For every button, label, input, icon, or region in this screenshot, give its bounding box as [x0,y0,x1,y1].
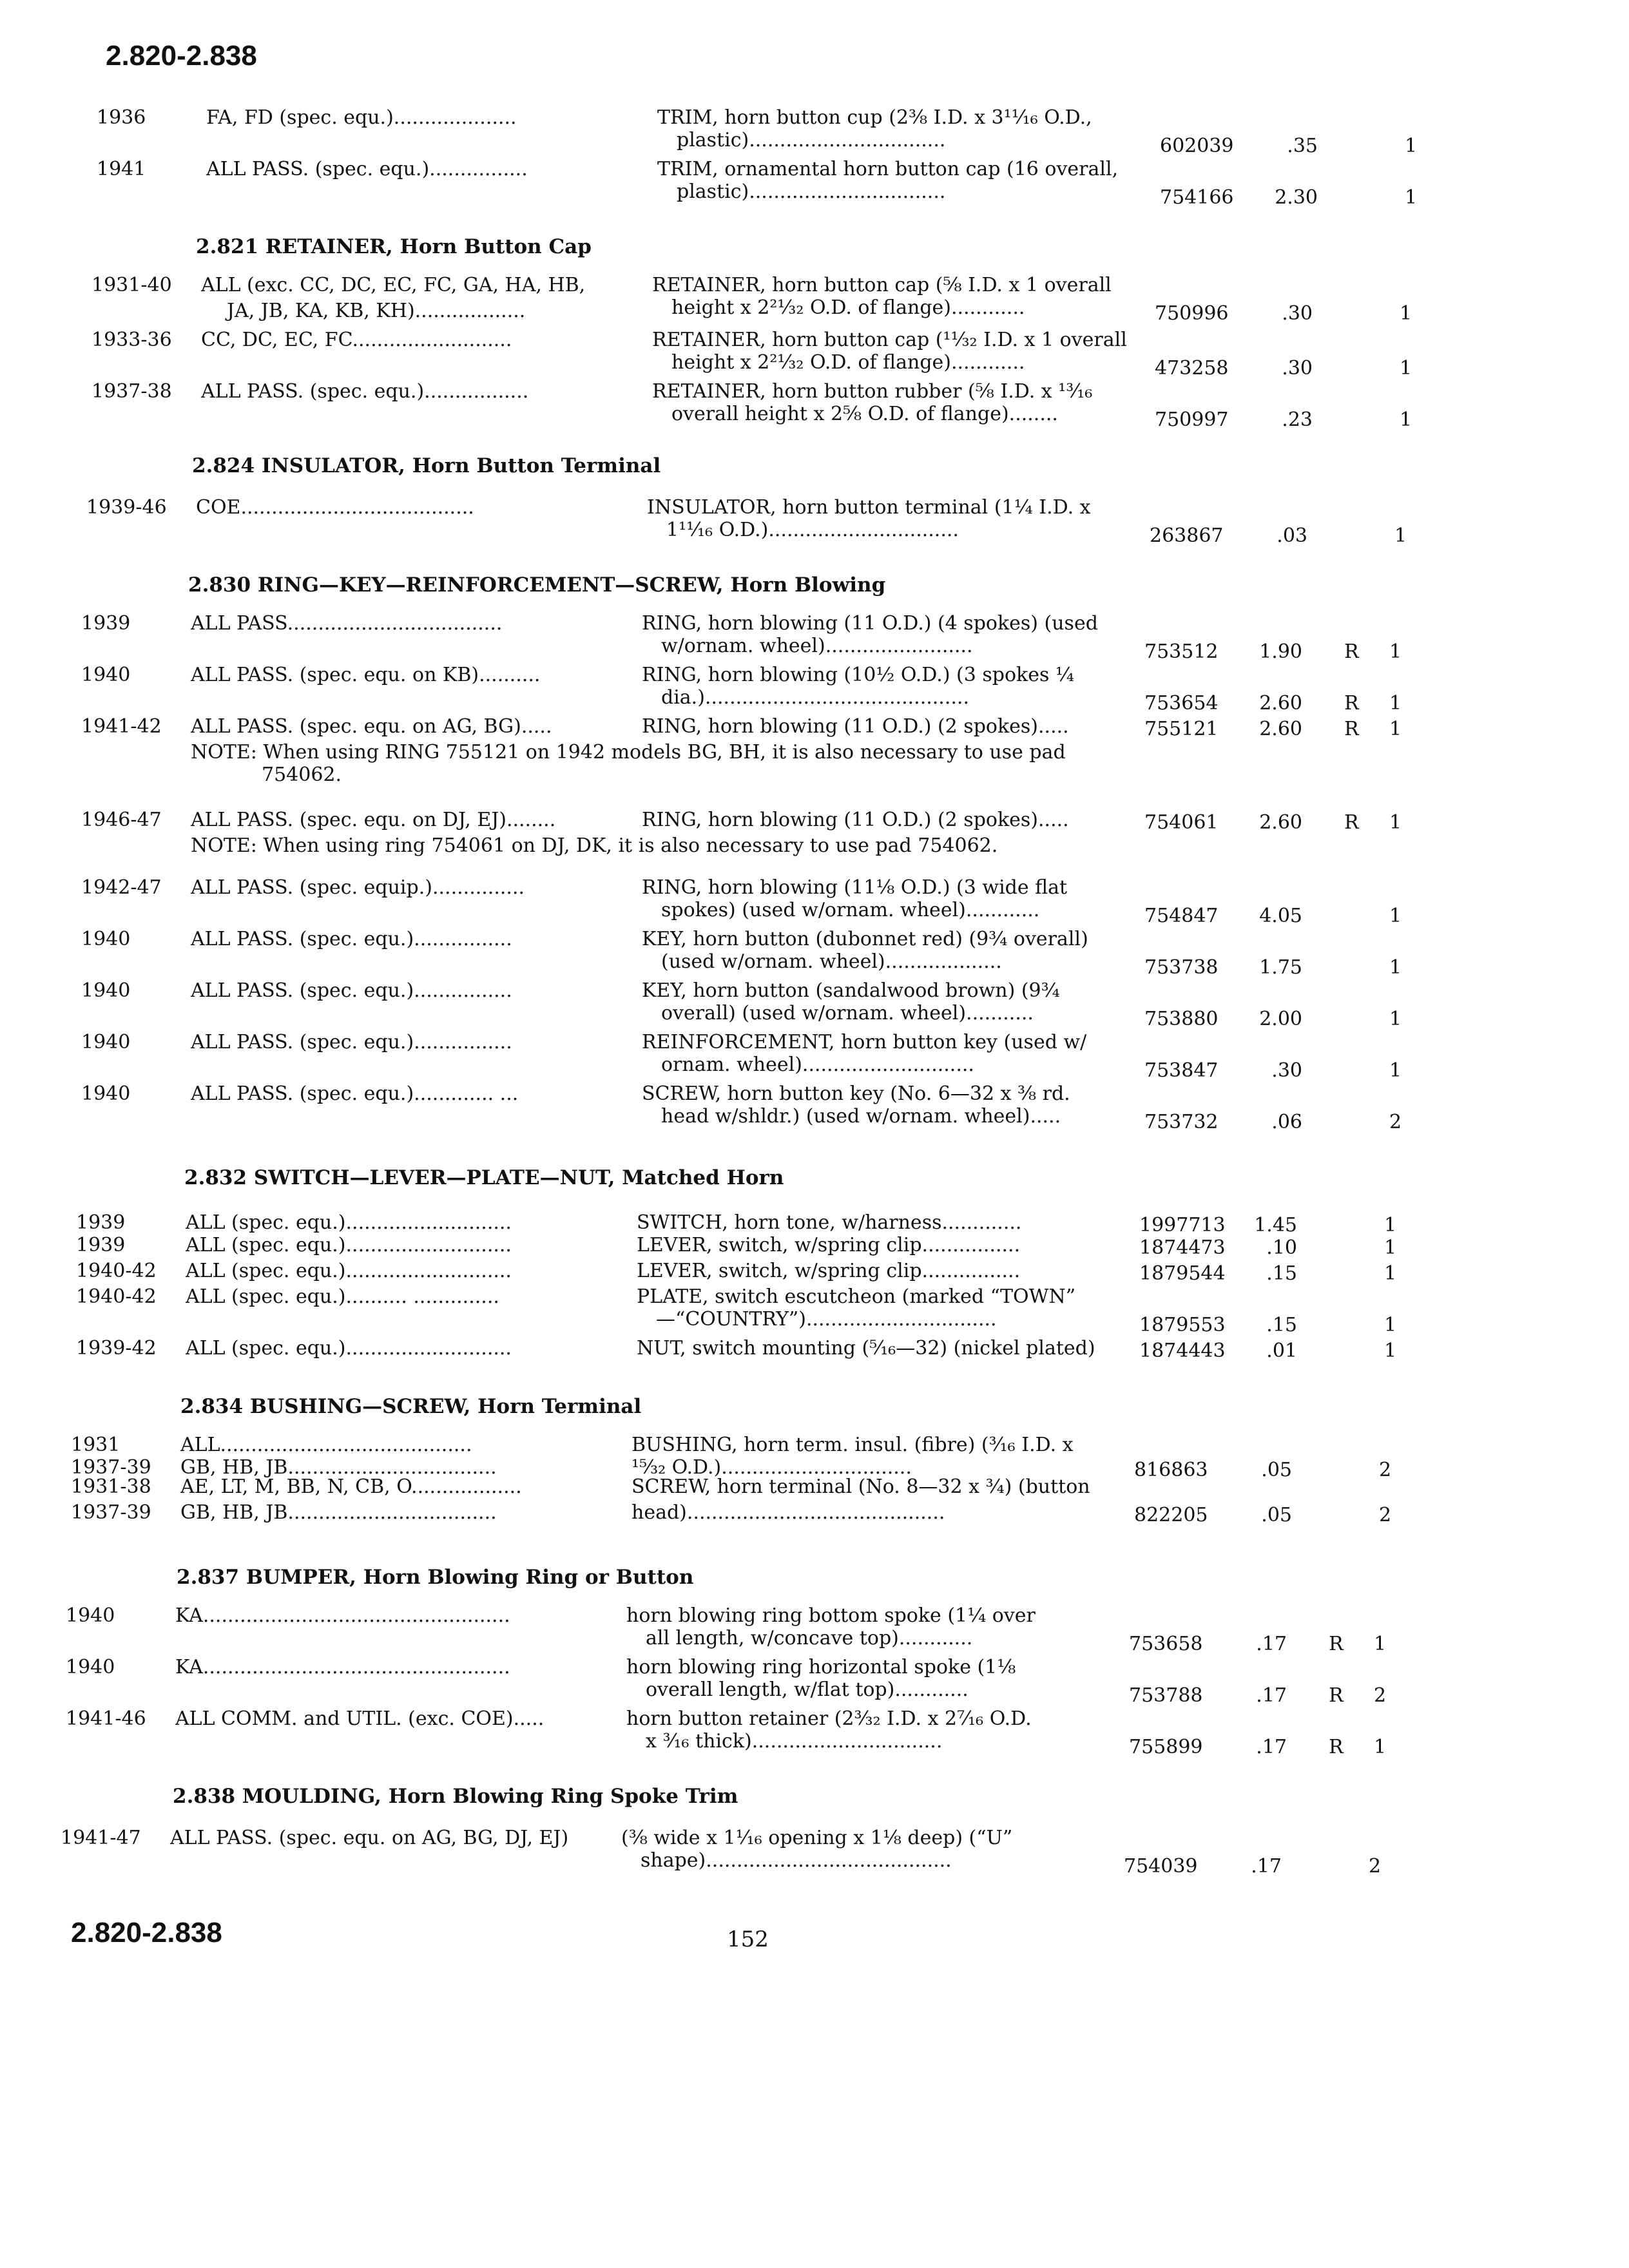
part-number-cell: 1997713 [1139,1214,1226,1236]
description-line: RING, horn blowing (10½ O.D.) (3 spokes ¼ [642,664,1074,686]
price-cell: .23 [1282,408,1313,431]
description-line: overall height x 2⅝ O.D. of flange)........ [671,403,1058,425]
note-line: NOTE: When using ring 754061 on DJ, DK, it is also necessary to use pad 754062. [191,834,998,857]
section-title: 2.838 MOULDING, Horn Blowing Ring Spoke Trim [173,1785,738,1808]
application-cell: ALL PASS. (spec. equip.)............... [191,876,525,899]
application-cell: ALL......................................... [180,1434,472,1456]
year-cell: 1940 [81,979,131,1002]
quantity-cell: 1 [1389,1008,1402,1030]
year-cell: 1936 [97,106,146,129]
application-cell: ALL PASS. (spec. equ. on DJ, EJ)........ [191,809,556,831]
part-number-cell: 753880 [1144,1008,1219,1030]
description-line: height x 2²¹⁄₃₂ O.D. of flange)............ [671,296,1025,319]
year-cell: 1940-42 [76,1285,157,1308]
part-number-cell: 602039 [1160,135,1234,157]
description-line: plastic)................................ [677,180,946,203]
description-line: BUSHING, horn term. insul. (fibre) (³⁄₁₆ I.D. x [631,1434,1074,1456]
price-cell: 2.60 [1259,811,1302,834]
section-title: 2.830 RING—KEY—REINFORCEMENT—SCREW, Horn Blowing [188,573,886,597]
price-cell: .15 [1266,1314,1297,1336]
part-number-cell: 754847 [1144,905,1219,927]
quantity-cell: 2 [1379,1504,1392,1526]
year-cell: 1931-40 [92,274,172,296]
description-line: KEY, horn button (dubonnet red) (9¾ overall) [642,928,1088,950]
application-cell: ALL (spec. equ.)........................... [186,1260,512,1282]
part-number-cell: 753658 [1129,1633,1203,1655]
quantity-cell: 1 [1400,302,1412,325]
application-cell: ALL PASS. (spec. equ.)............. ... [191,1082,519,1105]
price-cell: 1.90 [1259,640,1302,663]
application-cell: ALL (spec. equ.)........................... [186,1337,512,1360]
description-line: —“COUNTRY”)............................... [656,1308,997,1331]
description-line: plastic)................................ [677,129,946,151]
application-cell: KA.................................................. [175,1656,510,1678]
year-cell: 1941-46 [66,1707,146,1730]
application-cell: AE, LT, M, BB, N, CB, O.................. [180,1475,522,1498]
note-line: NOTE: When using RING 755121 on 1942 models BG, BH, it is also necessary to use pad [191,741,1066,764]
description-line: overall length, w/flat top)............ [646,1678,969,1701]
quantity-cell: 1 [1405,186,1418,209]
description-cell [637,1211,1021,1234]
price-cell: .05 [1261,1504,1292,1526]
description-line: SWITCH, horn tone, w/harness............. [637,1211,1022,1234]
note-text [191,741,1066,786]
price-cell: 4.05 [1259,905,1302,927]
year-cell: 1940 [81,1031,131,1053]
description-cell [642,664,1074,709]
section-title: 2.821 RETAINER, Horn Button Cap [196,235,592,258]
year-cell: 1939 [76,1234,126,1256]
description-cell [652,329,1127,374]
description-line: KEY, horn button (sandalwood brown) (9¾ [642,979,1060,1002]
year-cell: 1937-39 [71,1501,151,1524]
application-cell: ALL PASS. (spec. equ.)................. [201,380,529,403]
part-number-cell: 754039 [1124,1855,1198,1878]
quantity-cell: 1 [1394,524,1407,547]
price-cell: .01 [1266,1340,1297,1362]
application-cell: ALL (spec. equ.)........................... [186,1211,512,1234]
description-line: RETAINER, horn button rubber (⅝ I.D. x ¹³⁄₁₆ [652,380,1093,403]
description-line: LEVER, switch, w/spring clip................ [637,1260,1021,1282]
price-cell: .10 [1266,1236,1297,1259]
section-title: 2.824 INSULATOR, Horn Button Terminal [192,454,661,477]
part-number-cell: 753788 [1129,1684,1203,1707]
description-cell [642,928,1088,973]
part-number-cell: 1874443 [1139,1340,1226,1362]
description-cell [637,1260,1020,1282]
description-cell [642,979,1060,1024]
quantity-cell: 1 [1389,718,1402,740]
page-header-range: 2.820-2.838 [106,40,257,72]
replacement-flag: R [1344,718,1359,740]
description-line: head).......................................... [631,1501,945,1524]
description-cell [631,1501,945,1524]
application-cell: ALL PASS. (spec. equ. on AG, BG, DJ, EJ) [170,1827,569,1849]
part-number-cell: 753738 [1144,956,1219,979]
description-line: LEVER, switch, w/spring clip................ [637,1234,1021,1256]
description-cell [631,1434,1074,1456]
part-number-cell: 755899 [1129,1736,1203,1758]
price-cell: 2.60 [1259,718,1302,740]
description-cell [652,380,1092,425]
price-cell: .30 [1271,1059,1302,1082]
quantity-cell: 2 [1389,1111,1402,1133]
description-line: horn blowing ring bottom spoke (1¼ over [626,1604,1036,1627]
year-cell: 1931 [71,1434,120,1456]
note-text [191,834,998,857]
description-line: all length, w/concave top)............ [646,1627,973,1649]
description-line: w/ornam. wheel)........................ [661,635,973,657]
application-cell: ALL COMM. and UTIL. (exc. COE)..... [175,1707,545,1730]
replacement-flag: R [1344,640,1359,663]
description-cell [642,612,1098,657]
description-line: horn button retainer (2³⁄₃₂ I.D. x 2⁷⁄₁₆ O.D. [626,1707,1032,1730]
price-cell: 2.30 [1275,186,1318,209]
description-line: ornam. wheel)............................ [661,1053,974,1076]
quantity-cell: 1 [1384,1262,1397,1285]
price-cell: .05 [1261,1459,1292,1481]
price-cell: .35 [1287,135,1318,157]
description-line: head w/shldr.) (used w/ornam. wheel)..... [661,1105,1061,1128]
price-cell: 1.75 [1259,956,1302,979]
description-cell [621,1827,1012,1872]
description-line: PLATE, switch escutcheon (marked “TOWN” [637,1285,1076,1308]
description-line: spokes) (used w/ornam. wheel)............ [661,899,1040,921]
quantity-cell: 1 [1400,408,1412,431]
description-cell [642,809,1069,831]
price-cell: 2.00 [1259,1008,1302,1030]
replacement-flag: R [1329,1684,1344,1707]
section-title: 2.837 BUMPER, Horn Blowing Ring or Button [177,1566,694,1589]
description-line: x ³⁄₁₆ thick)............................... [646,1730,943,1753]
description-cell [626,1656,1016,1701]
year-cell: 1939 [81,612,131,635]
description-cell [637,1234,1020,1256]
description-line: RETAINER, horn button cap (¹¹⁄₃₂ I.D. x 1 overall [652,329,1127,351]
description-line: SCREW, horn terminal (No. 8—32 x ¾) (button [631,1475,1090,1498]
description-line: dia.)........................................... [661,686,969,709]
price-cell: 1.45 [1254,1214,1297,1236]
description-line: TRIM, horn button cup (2⅜ I.D. x 3¹¹⁄₁₆ O.D., [657,106,1092,129]
year-cell: 1940 [81,928,131,950]
application-cell: CC, DC, EC, FC.......................... [201,329,512,351]
year-cell: 1941-47 [61,1827,141,1849]
application-cell: ALL PASS. (spec. equ. on KB).......... [191,664,541,686]
quantity-cell: 2 [1369,1855,1382,1878]
part-number-cell: 754166 [1160,186,1234,209]
part-number-cell: 753732 [1144,1111,1219,1133]
description-cell [657,158,1118,203]
price-cell: .17 [1256,1633,1287,1655]
part-number-cell: 753654 [1144,692,1219,715]
application-cell: ALL PASS. (spec. equ.)................ [191,1031,512,1053]
year-cell: 1937-38 [92,380,172,403]
year-cell: 1942-47 [81,876,162,899]
description-line: RING, horn blowing (11 O.D.) (4 spokes) (used [642,612,1098,635]
part-number-cell: 753847 [1144,1059,1219,1082]
application-cell: ALL (exc. CC, DC, EC, FC, GA, HA, HB, [201,274,586,296]
description-cell [642,876,1067,921]
section-title: 2.832 SWITCH—LEVER—PLATE—NUT, Matched Horn [184,1166,784,1189]
price-cell: 2.60 [1259,692,1302,715]
year-cell: 1941 [97,158,146,180]
year-cell: 1941-42 [81,715,162,738]
part-number-cell: 750997 [1155,408,1229,431]
quantity-cell: 1 [1374,1736,1387,1758]
description-line: overall) (used w/ornam. wheel)........... [661,1002,1034,1024]
description-cell [642,1082,1070,1128]
price-cell: .17 [1251,1855,1282,1878]
description-line: horn blowing ring horizontal spoke (1⅛ [626,1656,1016,1678]
application-cell: ALL (spec. equ.)........................... [186,1234,512,1256]
quantity-cell: 1 [1374,1633,1387,1655]
application-cell: GB, HB, JB.................................. [180,1501,497,1524]
description-cell [642,1031,1086,1076]
year-cell: 1946-47 [81,809,162,831]
description-cell [642,715,1069,738]
part-number-cell: 473258 [1155,357,1229,380]
replacement-flag: R [1344,811,1359,834]
part-number-cell: 1879544 [1139,1262,1226,1285]
price-cell: .30 [1282,357,1313,380]
application-cell: GB, HB, JB.................................. [180,1456,497,1479]
description-line: height x 2²¹⁄₃₂ O.D. of flange)............ [671,351,1025,374]
price-cell: .17 [1256,1684,1287,1707]
application-cell: ALL PASS. (spec. equ.)................ [206,158,528,180]
description-line: TRIM, ornamental horn button cap (16 overall, [657,158,1119,180]
quantity-cell: 1 [1389,905,1402,927]
year-cell: 1939 [76,1211,126,1234]
part-number-cell: 263867 [1150,524,1224,547]
description-line: shape)........................................ [641,1849,952,1872]
description-cell [647,496,1091,541]
quantity-cell: 1 [1400,357,1412,380]
application-cell: FA, FD (spec. equ.).................... [206,106,517,129]
part-number-cell: 1874473 [1139,1236,1226,1259]
quantity-cell: 2 [1379,1459,1392,1481]
quantity-cell: 1 [1389,1059,1402,1082]
description-cell [637,1285,1075,1331]
quantity-cell: 1 [1384,1236,1397,1259]
description-cell [637,1337,1095,1360]
description-cell [626,1604,1036,1649]
description-line: (used w/ornam. wheel)................... [661,950,1002,973]
part-number-cell: 755121 [1144,718,1219,740]
description-line: SCREW, horn button key (No. 6—32 x ⅜ rd. [642,1082,1070,1105]
description-line: RING, horn blowing (11⅛ O.D.) (3 wide flat [642,876,1068,899]
application-cell-cont: JA, JB, KA, KB, KH).................. [227,300,526,322]
description-line: ¹⁵⁄₃₂ O.D.)............................... [631,1456,912,1479]
description-line: REINFORCEMENT, horn button key (used w/ [642,1031,1087,1053]
application-cell: ALL PASS. (spec. equ. on AG, BG)..... [191,715,552,738]
price-cell: .06 [1271,1111,1302,1133]
part-number-cell: 816863 [1134,1459,1208,1481]
price-cell: .30 [1282,302,1313,325]
replacement-flag: R [1329,1633,1344,1655]
description-line: RETAINER, horn button cap (⅝ I.D. x 1 overall [652,274,1112,296]
year-cell: 1940 [66,1656,115,1678]
quantity-cell: 1 [1389,692,1402,715]
price-cell: .03 [1277,524,1307,547]
note-line: 754062. [262,764,342,786]
application-cell: ALL PASS. (spec. equ.)................ [191,979,512,1002]
part-number-cell: 754061 [1144,811,1219,834]
page-footer-range: 2.820-2.838 [71,1917,222,1948]
application-cell: KA.................................................. [175,1604,510,1627]
year-cell: 1933-36 [92,329,172,351]
year-cell: 1939-46 [86,496,167,519]
replacement-flag: R [1329,1736,1344,1758]
description-cell [657,106,1092,151]
quantity-cell: 1 [1384,1340,1397,1362]
price-cell: .15 [1266,1262,1297,1285]
part-number-cell: 753512 [1144,640,1219,663]
year-cell: 1931-38 [71,1475,151,1498]
application-cell: ALL PASS. (spec. equ.)................ [191,928,512,950]
price-cell: .17 [1256,1736,1287,1758]
quantity-cell: 1 [1384,1214,1397,1236]
description-line: INSULATOR, horn button terminal (1¼ I.D. x [647,496,1091,519]
part-number-cell: 822205 [1134,1504,1208,1526]
quantity-cell: 1 [1389,811,1402,834]
quantity-cell: 1 [1384,1314,1397,1336]
section-title: 2.834 BUSHING—SCREW, Horn Terminal [180,1395,642,1418]
year-cell: 1940 [81,1082,131,1105]
application-cell: ALL (spec. equ.).......... .............. [186,1285,499,1308]
year-cell: 1940-42 [76,1260,157,1282]
replacement-flag: R [1344,692,1359,715]
year-cell: 1940 [66,1604,115,1627]
part-number-cell: 750996 [1155,302,1229,325]
quantity-cell: 1 [1389,956,1402,979]
description-cell [626,1707,1032,1753]
year-cell: 1937-39 [71,1456,151,1479]
quantity-cell: 1 [1389,640,1402,663]
description-line: 1¹¹⁄₁₆ O.D.)............................... [666,519,959,541]
year-cell: 1939-42 [76,1337,157,1360]
page-number: 152 [727,1927,769,1952]
year-cell: 1940 [81,664,131,686]
description-line: RING, horn blowing (11 O.D.) (2 spokes)..... [642,809,1069,831]
description-cell [652,274,1112,319]
description-cell [631,1475,1090,1498]
quantity-cell: 1 [1405,135,1418,157]
description-line: RING, horn blowing (11 O.D.) (2 spokes)..... [642,715,1069,738]
description-line: NUT, switch mounting (⁵⁄₁₆—32) (nickel plated) [637,1337,1095,1360]
quantity-cell: 2 [1374,1684,1387,1707]
application-cell: ALL PASS................................... [191,612,503,635]
part-number-cell: 1879553 [1139,1314,1226,1336]
description-line: (⅜ wide x 1¹⁄₁₆ opening x 1⅛ deep) (“U” [621,1827,1013,1849]
application-cell: COE...................................... [196,496,474,519]
